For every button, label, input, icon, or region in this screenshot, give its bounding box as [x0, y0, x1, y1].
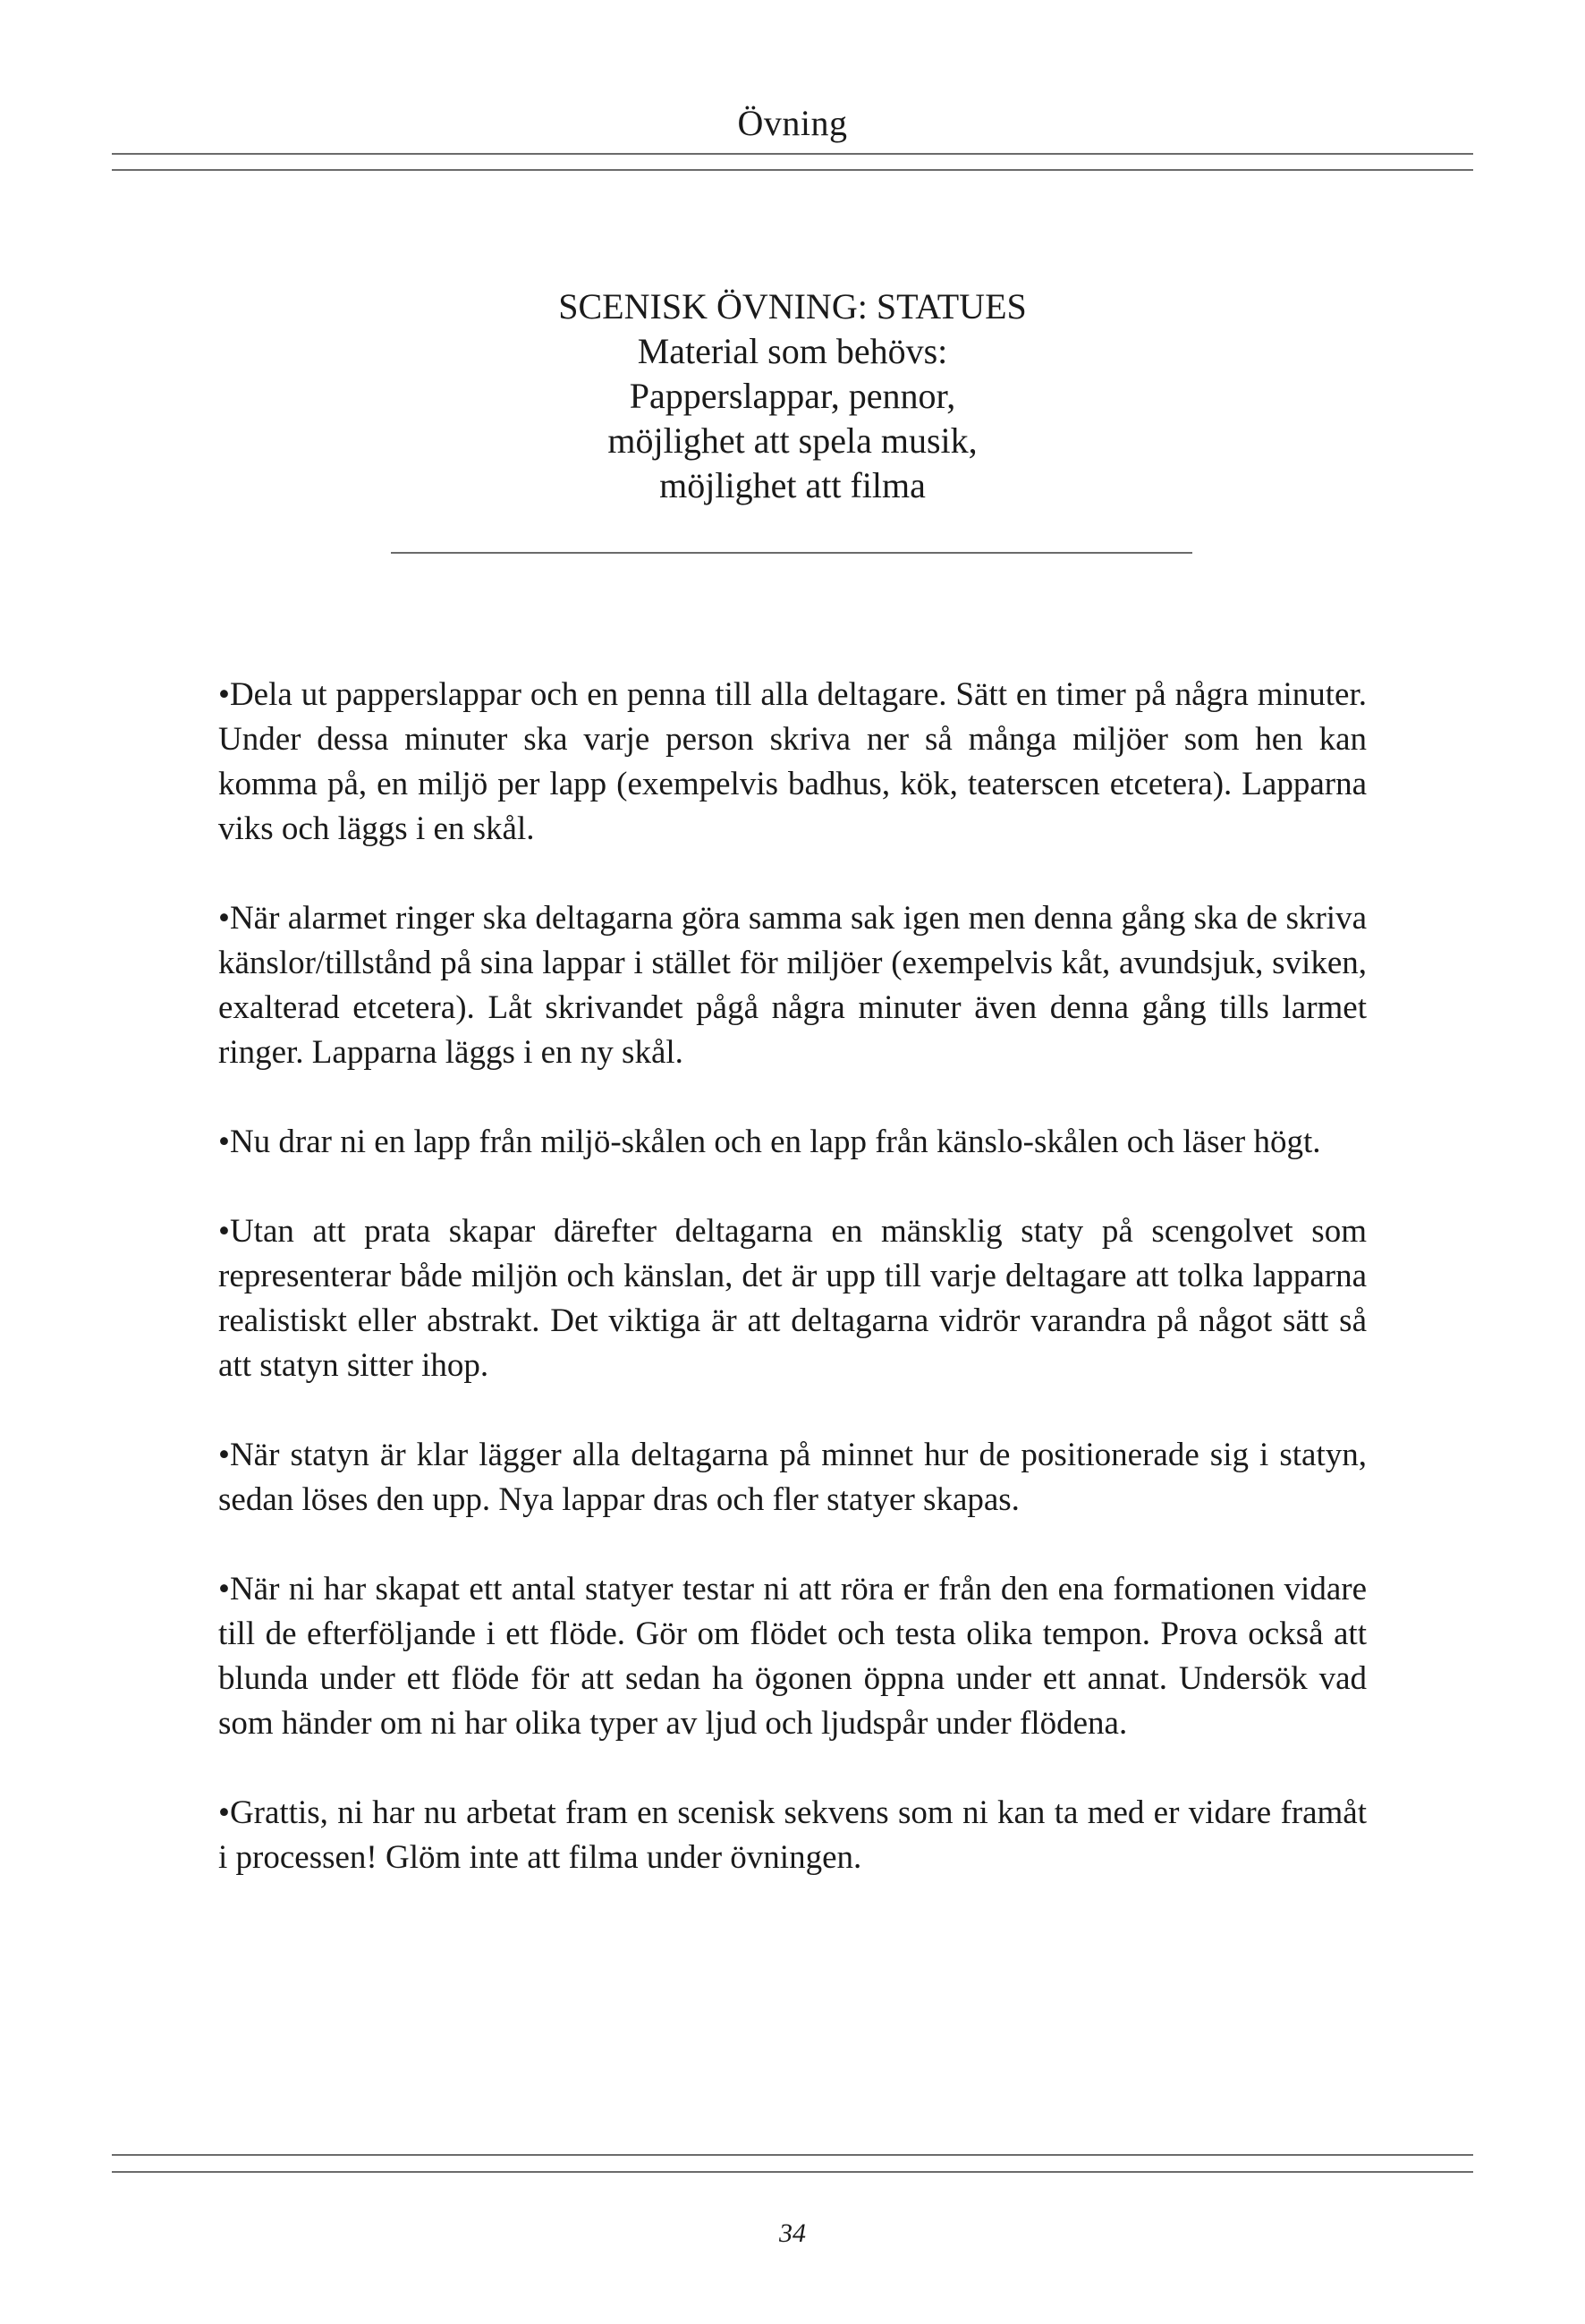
materials-item: Papperslappar, pennor,	[629, 376, 956, 416]
footer-rule-bottom	[112, 2171, 1473, 2173]
header-rule-bottom	[112, 169, 1473, 171]
footer-rule-top	[112, 2154, 1473, 2156]
body-paragraph: •När statyn är klar lägger alla deltagarna på minnet hur de positionerade sig i statyn, sedan löses den upp. Nya lappar dras och fler statyer skapas.	[218, 1437, 1367, 1518]
materials-item: möjlighet att filma	[659, 465, 926, 505]
running-head: Övning	[737, 103, 848, 143]
exercise-title-block	[345, 284, 1240, 508]
exercise-title: SCENISK ÖVNING: STATUES	[558, 286, 1027, 327]
materials-heading: Material som behövs:	[637, 331, 948, 371]
page-number: 34	[779, 2218, 806, 2248]
body-paragraph: •Utan att prata skapar därefter deltagarna en mänsklig staty på scengolvet som representerar både miljön och känslan, det är upp till varje deltagare att tolka lapparna realistiskt eller abstrakt. Det viktiga är att deltagarna vidrör varandra på något sätt så att statyn sitter ihop.	[218, 1213, 1367, 1384]
materials-item: möjlighet att spela musik,	[607, 420, 978, 461]
body-paragraph: •Nu drar ni en lapp från miljö-skålen och en lapp från känslo-skålen och läser högt.	[218, 1124, 1321, 1160]
body-paragraph: •När alarmet ringer ska deltagarna göra samma sak igen men denna gång ska de skriva känslor/tillstånd på sina lappar i stället för miljöer (exempelvis kåt, avundsjuk, sviken, exalterad etcetera). Låt skrivandet pågå några minuter även denna gång tills larmet ringer. Lapparna läggs i en ny skål.	[218, 900, 1367, 1071]
header-rule-top	[112, 153, 1473, 155]
body-text	[218, 673, 1367, 1925]
body-paragraph: •Grattis, ni har nu arbetat fram en scenisk sekvens som ni kan ta med er vidare framåt i processen! Glöm inte att filma under övningen.	[218, 1794, 1367, 1876]
body-paragraph: •När ni har skapat ett antal statyer testar ni att röra er från den ena formationen vidare till de efterföljande i ett flöde. Gör om flödet och testa olika tempon. Prova också att blunda under ett flöde för att sedan ha ögonen öppna under ett annat. Undersök vad som händer om ni har olika typer av ljud och ljudspår under flödena.	[218, 1571, 1367, 1742]
title-divider	[391, 552, 1192, 554]
body-paragraph: •Dela ut papperslappar och en penna till alla deltagare. Sätt en timer på några minuter. Under dessa minuter ska varje person skriva ner så många miljöer som hen kan komma på, en miljö per lapp (exempelvis badhus, kök, teaterscen etcetera). Lapparna viks och läggs i en skål.	[218, 676, 1367, 847]
